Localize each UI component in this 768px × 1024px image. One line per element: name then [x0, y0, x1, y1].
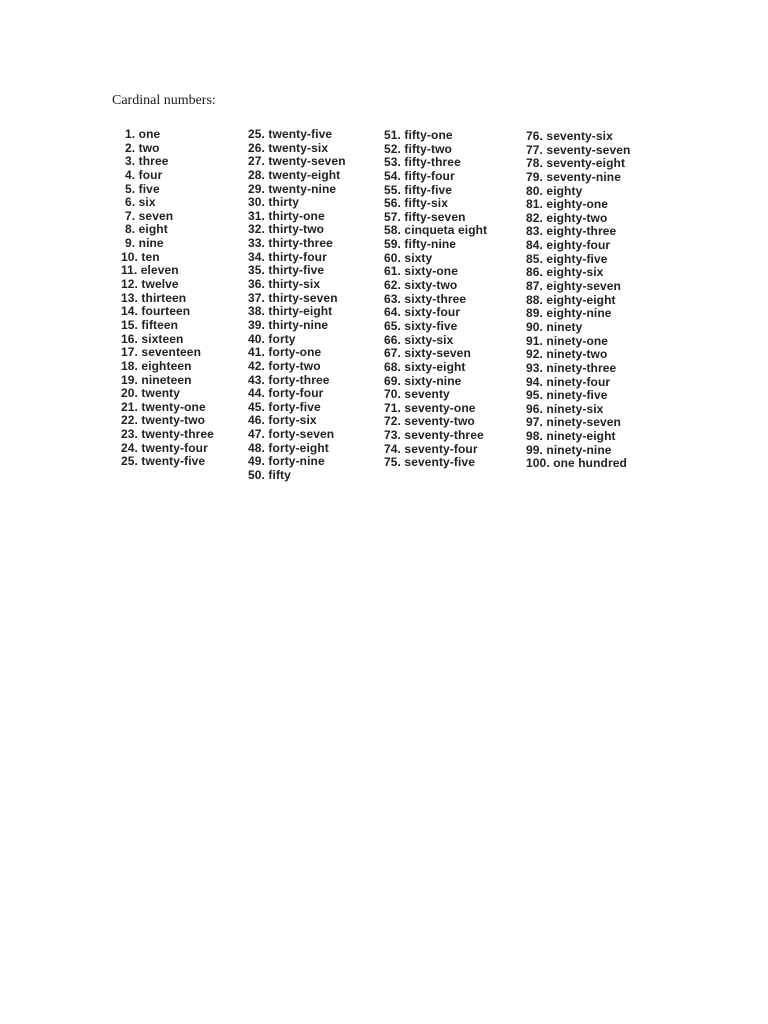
number-entry: 68. sixty-eight: [384, 359, 466, 374]
number-entry: 76. seventy-six: [526, 129, 613, 143]
number-entry: 83. eighty-three: [526, 224, 617, 239]
number-entry: 32. thirty-two: [248, 222, 325, 237]
number-entry: 29. twenty-nine: [248, 181, 337, 196]
number-entry: 49. forty-nine: [248, 454, 325, 469]
number-entry: 55. fifty-five: [384, 182, 453, 197]
number-entry: 12. twelve: [121, 277, 179, 292]
number-entry: 35. thirty-five: [248, 263, 325, 278]
number-entry: 14. fourteen: [121, 304, 191, 319]
number-entry: 95. ninety-five: [526, 388, 608, 403]
number-entry: 8. eight: [125, 222, 168, 237]
number-entry: 79. seventy-nine: [526, 169, 621, 184]
number-entry: 50. fifty: [248, 468, 291, 483]
number-entry: 15. fifteen: [121, 317, 179, 332]
number-entry: 24. twenty-four: [121, 440, 208, 455]
number-entry: 5. five: [125, 181, 160, 196]
number-entry: 80. eighty: [526, 183, 583, 198]
number-entry: 66. sixty-six: [384, 332, 454, 347]
number-entry: 63. sixty-three: [384, 291, 467, 306]
number-entry: 85. eighty-five: [526, 251, 608, 266]
number-entry: 70. seventy: [384, 387, 450, 402]
number-entry: 27. twenty-seven: [248, 154, 346, 169]
number-entry: 78. seventy-eight: [526, 156, 626, 171]
number-entry: 86. eighty-six: [526, 265, 604, 280]
number-entry: 37. thirty-seven: [248, 290, 338, 305]
number-entry: 30. thirty: [248, 195, 300, 210]
number-entry: 69. sixty-nine: [384, 373, 462, 388]
number-entry: 84. eighty-four: [526, 238, 611, 253]
number-entry: 73. seventy-three: [384, 428, 484, 443]
number-entry: 7. seven: [125, 208, 174, 223]
number-entry: 13. thirteen: [121, 290, 187, 305]
number-entry: 94. ninety-four: [526, 374, 611, 389]
number-entry: 90. ninety: [526, 319, 583, 334]
number-entry: 56. fifty-six: [384, 196, 448, 211]
numbers-column-3: [384, 129, 487, 470]
number-entry: 71. seventy-one: [384, 400, 476, 415]
number-entry: 87. eighty-seven: [526, 279, 621, 294]
number-entry: 88. eighty-eight: [526, 292, 616, 307]
number-entry: 65. sixty-five: [384, 318, 458, 333]
number-entry: 2. two: [125, 140, 160, 155]
number-entry: 9. nine: [125, 236, 164, 251]
number-entry: 62. sixty-two: [384, 278, 458, 293]
numbers-column-2: [248, 128, 346, 483]
number-entry: 25. twenty-five: [248, 127, 333, 141]
number-entry: 82. eighty-two: [526, 210, 608, 225]
number-entry: 21. twenty-one: [121, 399, 206, 414]
number-entry: 33. thirty-three: [248, 236, 333, 251]
number-entry: 100. one hundred: [526, 456, 627, 471]
number-entry: 92. ninety-two: [526, 347, 608, 362]
number-entry: 26. twenty-six: [248, 140, 329, 155]
number-entry: 58. cinqueta eight: [384, 223, 488, 238]
number-entry: 34. thirty-four: [248, 249, 327, 264]
number-entry: 51. fifty-one: [384, 128, 453, 142]
number-entry: 20. twenty: [121, 386, 181, 401]
number-entry: 17. seventeen: [121, 345, 202, 360]
number-entry: 25. twenty-five: [121, 454, 206, 469]
number-entry: 89. eighty-nine: [526, 306, 612, 321]
page-heading: Cardinal numbers:: [112, 93, 216, 108]
number-entry: 99. ninety-nine: [526, 442, 612, 457]
number-entry: 18. eighteen: [121, 358, 192, 373]
number-entry: 3. three: [125, 154, 169, 169]
number-entry: 38. thirty-eight: [248, 304, 333, 319]
number-entry: 40. forty: [248, 331, 296, 346]
number-entry: 1. one: [125, 127, 161, 141]
number-entry: 53. fifty-three: [384, 155, 461, 170]
number-entry: 97. ninety-seven: [526, 415, 621, 430]
number-entry: 41. forty-one: [248, 345, 322, 360]
number-entry: 77. seventy-seven: [526, 142, 631, 157]
number-entry: 46. forty-six: [248, 413, 317, 428]
number-entry: 43. forty-three: [248, 372, 330, 387]
number-entry: 72. seventy-two: [384, 414, 475, 429]
number-entry: 61. sixty-one: [384, 264, 458, 279]
number-entry: 57. fifty-seven: [384, 209, 466, 224]
numbers-column-4: [526, 130, 630, 471]
number-entry: 11. eleven: [121, 263, 179, 278]
number-entry: 98. ninety-eight: [526, 429, 616, 444]
number-entry: 74. seventy-four: [384, 441, 478, 456]
number-entry: 93. ninety-three: [526, 360, 617, 375]
number-entry: 60. sixty: [384, 250, 433, 265]
number-entry: 28. twenty-eight: [248, 167, 341, 182]
number-entry: 39. thirty-nine: [248, 317, 329, 332]
number-entry: 54. fifty-four: [384, 168, 455, 183]
number-entry: 16. sixteen: [121, 331, 184, 346]
numbers-column-1: [121, 128, 214, 469]
number-entry: 59. fifty-nine: [384, 237, 457, 252]
number-entry: 64. sixty-four: [384, 305, 461, 320]
number-entry: 96. ninety-six: [526, 401, 604, 416]
number-entry: 31. thirty-one: [248, 208, 325, 223]
number-entry: 22. twenty-two: [121, 413, 206, 428]
number-entry: 42. forty-two: [248, 358, 321, 373]
number-entry: 48. forty-eight: [248, 440, 329, 455]
number-entry: 6. six: [125, 195, 156, 210]
number-entry: 23. twenty-three: [121, 427, 214, 442]
number-entry: 52. fifty-two: [384, 141, 452, 156]
number-entry: 44. forty-four: [248, 386, 324, 401]
number-entry: 19. nineteen: [121, 372, 192, 387]
number-entry: 4. four: [125, 167, 163, 182]
number-entry: 81. eighty-one: [526, 197, 609, 212]
number-entry: 67. sixty-seven: [384, 346, 471, 361]
number-entry: 10. ten: [121, 249, 160, 264]
number-entry: 45. forty-five: [248, 399, 321, 414]
number-entry: 91. ninety-one: [526, 333, 609, 348]
number-entry: 47. forty-seven: [248, 427, 335, 442]
number-entry: 36. thirty-six: [248, 277, 321, 292]
number-entry: 75. seventy-five: [384, 455, 475, 470]
